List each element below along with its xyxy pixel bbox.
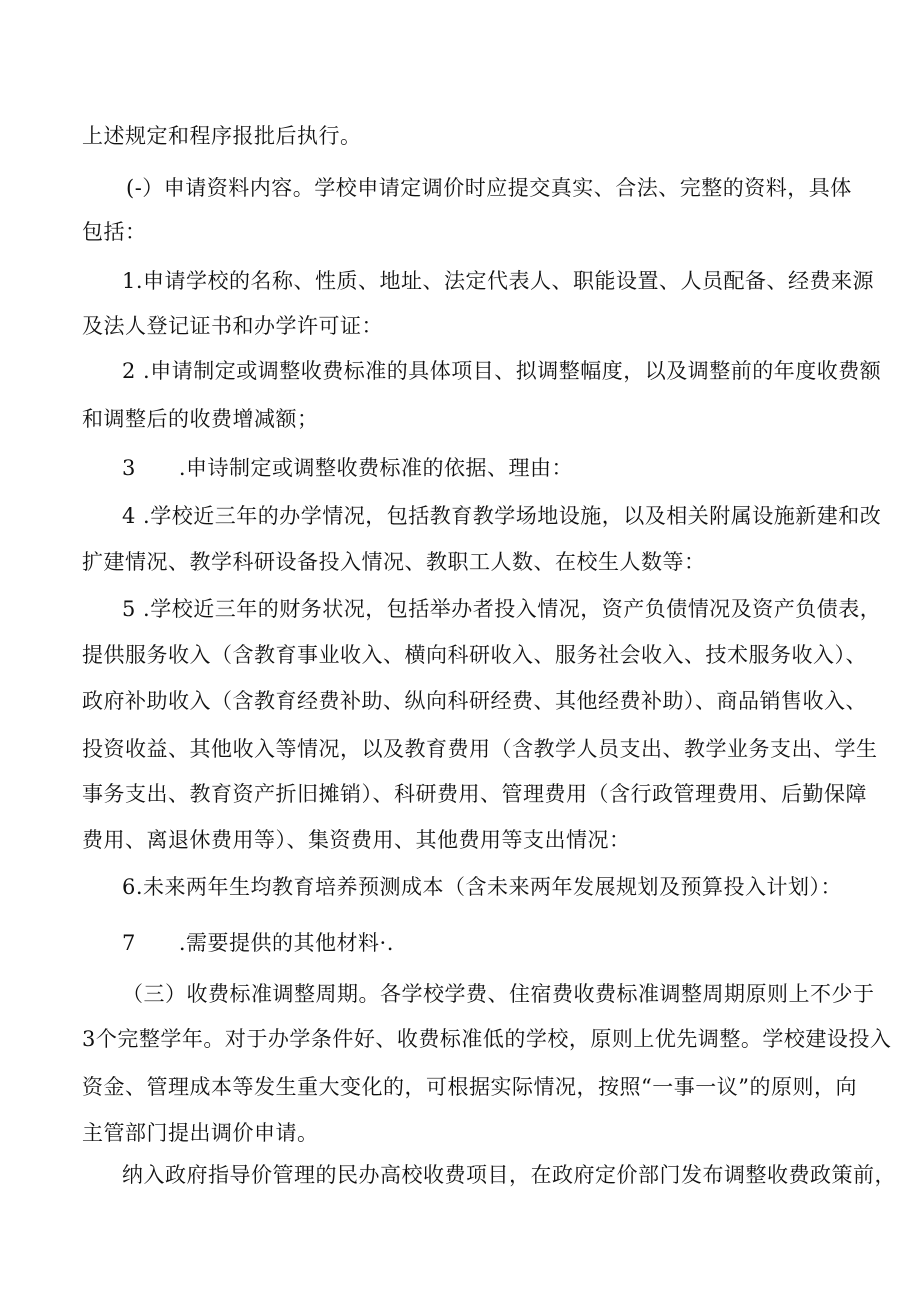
text-line: 1.申请学校的名称、性质、地址、法定代表人、职能设置、人员配备、经费来源 (122, 269, 875, 293)
text-line: 上述规定和程序报批后执行。 (82, 124, 362, 148)
text-line: 包括： (82, 220, 147, 244)
text-line: 费用、离退休费用等）、集资费用、其他费用等支出情况： (82, 828, 631, 852)
text-line: 纳入政府指导价管理的民办高校收费项目，在政府定价部门发布调整收费政策前， (122, 1163, 896, 1187)
text-line: 投资收益、其他收入等情况，以及教育费用（含教学人员支出、教学业务支出、学生 (82, 737, 878, 761)
text-line: 事务支出、教育资产折旧摊销）、科研费用、管理费用（含行政管理费用、后勤保障 (82, 782, 867, 806)
text-line: 4 .学校近三年的办学情况，包括教育教学场地设施，以及相关附属设施新建和改 (122, 504, 882, 528)
text-line: 扩建情况、教学科研设备投入情况、教职工人数、在校生人数等： (82, 550, 706, 574)
text-line: 3 .申诗制定或调整收费标准的依据、理由： (122, 456, 574, 480)
text-line: 及法人登记证书和办学许可证： (82, 314, 383, 338)
text-line: (-）申请资料内容。学校申请定调价时应提交真实、合法、完整的资料，具体 (126, 176, 852, 200)
text-line: 提供服务收入（含教育事业收入、横向科研收入、服务社会收入、技术服务收入）、 (82, 643, 867, 667)
text-line: 2 .申请制定或调整收费标准的具体项目、拟调整幅度，以及调整前的年度收费额 (122, 359, 882, 383)
text-line: 5 .学校近三年的财务状况，包括举办者投入情况，资产负债情况及资产负债表， (122, 597, 882, 621)
text-line: 6.未来两年生均教育培养预测成本（含未来两年发展规划及预算投入计划）： (122, 875, 843, 899)
text-line: （三）收费标准调整周期。各学校学费、住宿费收费标准调整周期原则上不少于 (122, 982, 875, 1006)
text-line: 和调整后的收费增减额； (82, 407, 319, 431)
text-line: 主管部门提出调价申请。 (82, 1121, 319, 1145)
text-line: 7 .需要提供的其他材料·. (122, 931, 394, 955)
text-line: 3个完整学年。对于办学条件好、收费标准低的学校，原则上优先调整。学校建设投入 (82, 1027, 892, 1051)
text-line: 政府补助收入（含教育经费补助、纵向科研经费、其他经费补助）、商品销售收入、 (82, 689, 867, 713)
text-line: 资金、管理成本等发生重大变化的，可根据实际情况，按照“一事一议”的原则，向 (82, 1075, 857, 1099)
